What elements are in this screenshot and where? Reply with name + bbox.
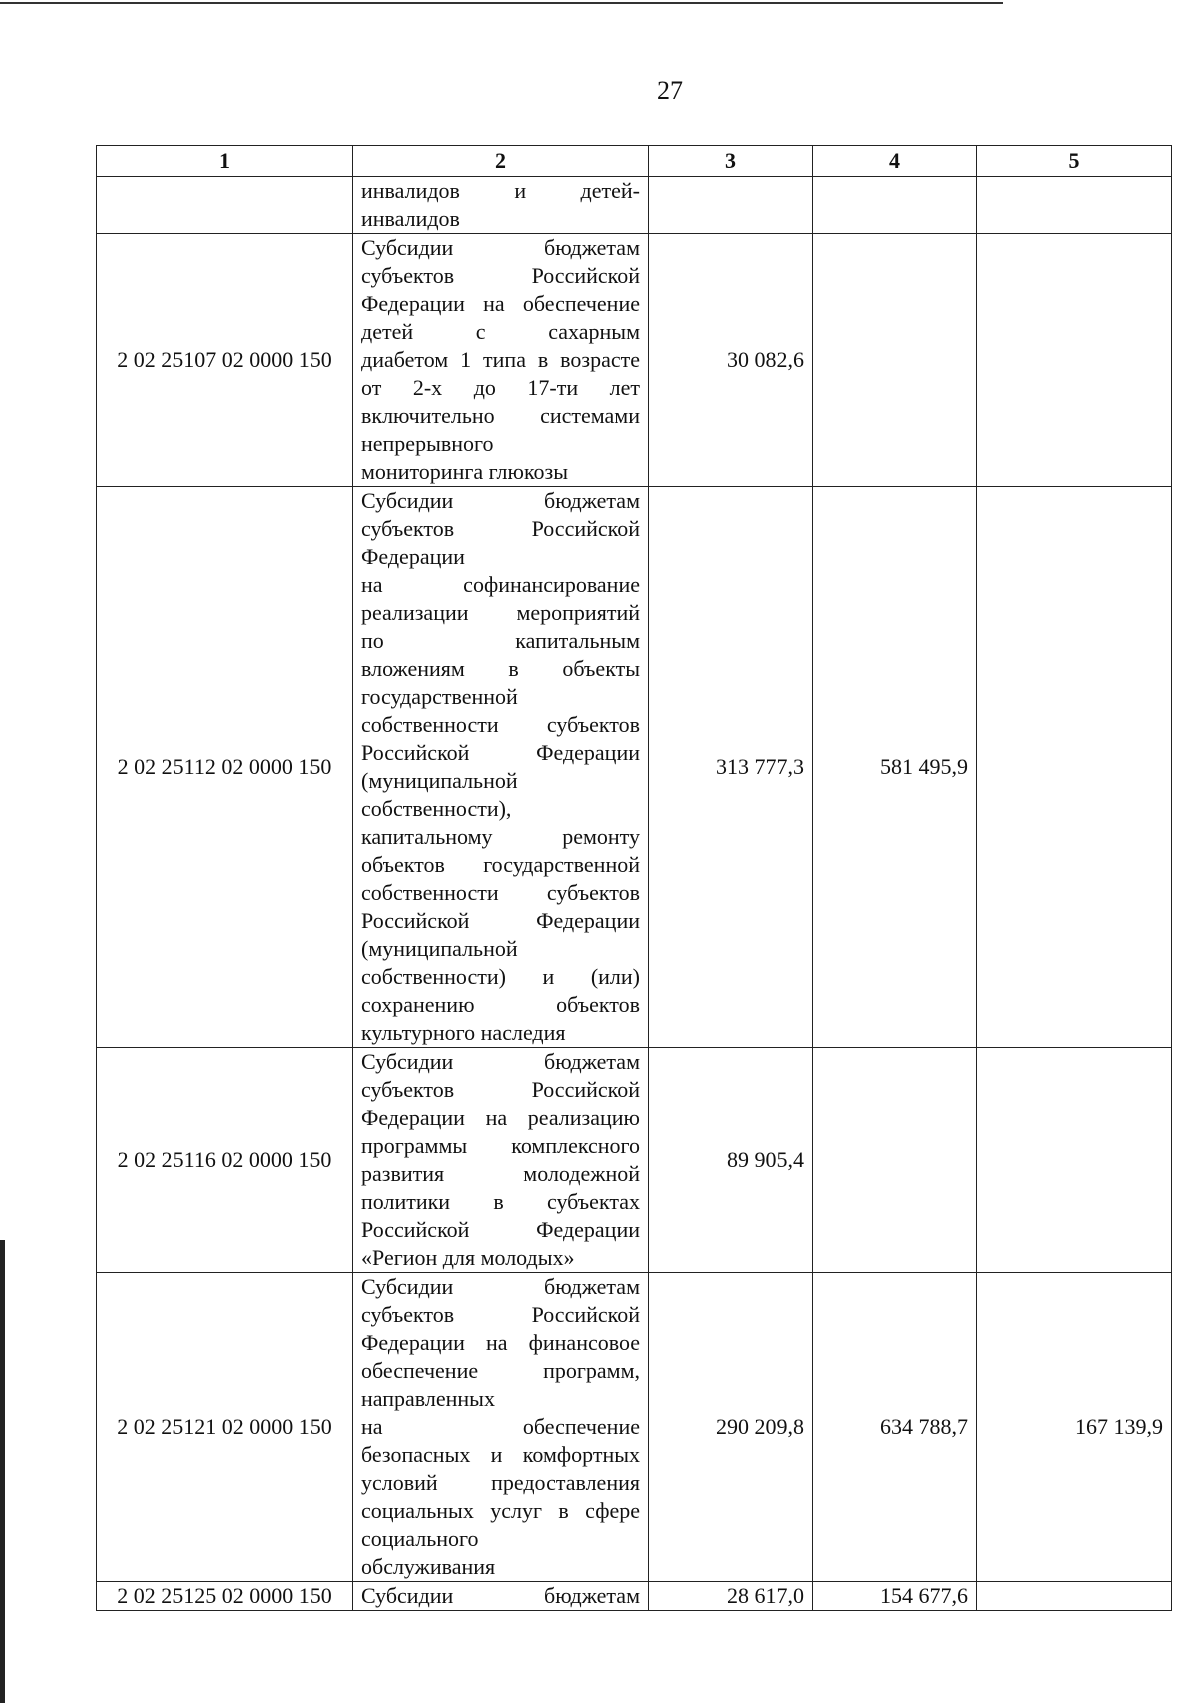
- description-line: направленных: [361, 1386, 495, 1411]
- scan-left-edge-shadow: [0, 1240, 5, 1703]
- amount-col-5-cell: [977, 177, 1172, 234]
- budget-code-cell: 2 02 25121 02 0000 150: [97, 1273, 353, 1582]
- description-line: Федерации на финансовое: [361, 1330, 640, 1355]
- description-line: Федерации на обеспечение: [361, 291, 640, 316]
- description-line: Федерации на реализацию: [361, 1105, 640, 1130]
- amount-col-3-cell: [649, 177, 813, 234]
- budget-code-cell: 2 02 25116 02 0000 150: [97, 1048, 353, 1273]
- budget-table: [96, 145, 1172, 1611]
- description-line: непрерывного: [361, 431, 494, 456]
- description-line: Субсидии бюджетам: [361, 235, 640, 260]
- scan-top-edge-line: [0, 2, 1003, 4]
- description-line: социальных услуг в сфере: [361, 1498, 640, 1523]
- table-row: [97, 1582, 1172, 1611]
- description-line: реализации мероприятий: [361, 600, 640, 625]
- header-col-2: 2: [353, 146, 649, 177]
- description-line: (муниципальной: [361, 768, 518, 793]
- description-line: по капитальным: [361, 628, 640, 653]
- budget-code-cell: 2 02 25125 02 0000 150: [97, 1582, 353, 1611]
- header-col-5: 5: [977, 146, 1172, 177]
- header-col-1: 1: [97, 146, 353, 177]
- amount-col-4-cell: [813, 234, 977, 487]
- amount-col-3-cell: 290 209,8: [649, 1273, 813, 1582]
- description-line: субъектов Российской: [361, 1077, 640, 1102]
- description-line: инвалидов и детей-: [361, 178, 640, 203]
- amount-col-3-cell: 30 082,6: [649, 234, 813, 487]
- budget-code-cell: 2 02 25107 02 0000 150: [97, 234, 353, 487]
- amount-col-4-cell: 634 788,7: [813, 1273, 977, 1582]
- description-line: «Регион для молодых»: [361, 1245, 575, 1270]
- budget-code-cell: [97, 177, 353, 234]
- amount-col-4-cell: [813, 1048, 977, 1273]
- description-line: капитальному ремонту: [361, 824, 640, 849]
- description-line: Российской Федерации: [361, 908, 640, 933]
- description-cell: [353, 487, 649, 1048]
- table-row: [97, 234, 1172, 487]
- table-row: [97, 1273, 1172, 1582]
- page-number: 27: [657, 76, 683, 105]
- description-line: вложениям в объекты: [361, 656, 640, 681]
- header-row: [97, 146, 1172, 177]
- description-line: от 2-х до 17-ти лет: [361, 375, 640, 400]
- description-line: собственности субъектов: [361, 880, 640, 905]
- amount-col-5-cell: [977, 1582, 1172, 1611]
- description-cell: [353, 1048, 649, 1273]
- description-line: на обеспечение: [361, 1414, 640, 1439]
- description-line: условий предоставления: [361, 1470, 640, 1495]
- description-line: социального: [361, 1526, 479, 1551]
- amount-col-4-cell: 581 495,9: [813, 487, 977, 1048]
- description-line: сохранению объектов: [361, 992, 640, 1017]
- description-line: Российской Федерации: [361, 1217, 640, 1242]
- description-line: собственности субъектов: [361, 712, 640, 737]
- amount-col-5-cell: [977, 234, 1172, 487]
- description-line: Российской Федерации: [361, 740, 640, 765]
- amount-col-4-cell: 154 677,6: [813, 1582, 977, 1611]
- table-row: [97, 177, 1172, 234]
- description-line: развития молодежной: [361, 1161, 640, 1186]
- description-cell: [353, 1582, 649, 1611]
- table-row: [97, 487, 1172, 1048]
- description-line: Субсидии бюджетам: [361, 1583, 640, 1608]
- amount-col-3-cell: 313 777,3: [649, 487, 813, 1048]
- description-line: субъектов Российской: [361, 263, 640, 288]
- description-line: государственной: [361, 684, 518, 709]
- table-row: [97, 1048, 1172, 1273]
- description-line: Федерации: [361, 544, 465, 569]
- description-line: программы комплексного: [361, 1133, 640, 1158]
- amount-col-4-cell: [813, 177, 977, 234]
- description-line: объектов государственной: [361, 852, 640, 877]
- description-line: включительно системами: [361, 403, 640, 428]
- budget-code-cell: 2 02 25112 02 0000 150: [97, 487, 353, 1048]
- description-line: субъектов Российской: [361, 516, 640, 541]
- description-line: субъектов Российской: [361, 1302, 640, 1327]
- header-col-3: 3: [649, 146, 813, 177]
- description-line: политики в субъектах: [361, 1189, 640, 1214]
- description-line: обеспечение программ,: [361, 1358, 640, 1383]
- description-line: (муниципальной: [361, 936, 518, 961]
- amount-col-3-cell: 89 905,4: [649, 1048, 813, 1273]
- description-line: диабетом 1 типа в возрасте: [361, 347, 640, 372]
- amount-col-3-cell: 28 617,0: [649, 1582, 813, 1611]
- description-line: детей с сахарным: [361, 319, 640, 344]
- description-line: мониторинга глюкозы: [361, 459, 568, 484]
- amount-col-5-cell: [977, 487, 1172, 1048]
- description-line: Субсидии бюджетам: [361, 1049, 640, 1074]
- table-body: [97, 177, 1172, 1611]
- description-line: безопасных и комфортных: [361, 1442, 640, 1467]
- description-line: Субсидии бюджетам: [361, 1274, 640, 1299]
- description-line: собственности) и (или): [361, 964, 640, 989]
- description-line: культурного наследия: [361, 1020, 566, 1045]
- description-cell: [353, 177, 649, 234]
- header-col-4: 4: [813, 146, 977, 177]
- amount-col-5-cell: [977, 1048, 1172, 1273]
- description-cell: [353, 234, 649, 487]
- description-line: на софинансирование: [361, 572, 640, 597]
- description-line: обслуживания: [361, 1554, 496, 1579]
- amount-col-5-cell: 167 139,9: [977, 1273, 1172, 1582]
- description-line: собственности),: [361, 796, 512, 821]
- description-cell: [353, 1273, 649, 1582]
- description-line: Субсидии бюджетам: [361, 488, 640, 513]
- description-line: инвалидов: [361, 206, 460, 231]
